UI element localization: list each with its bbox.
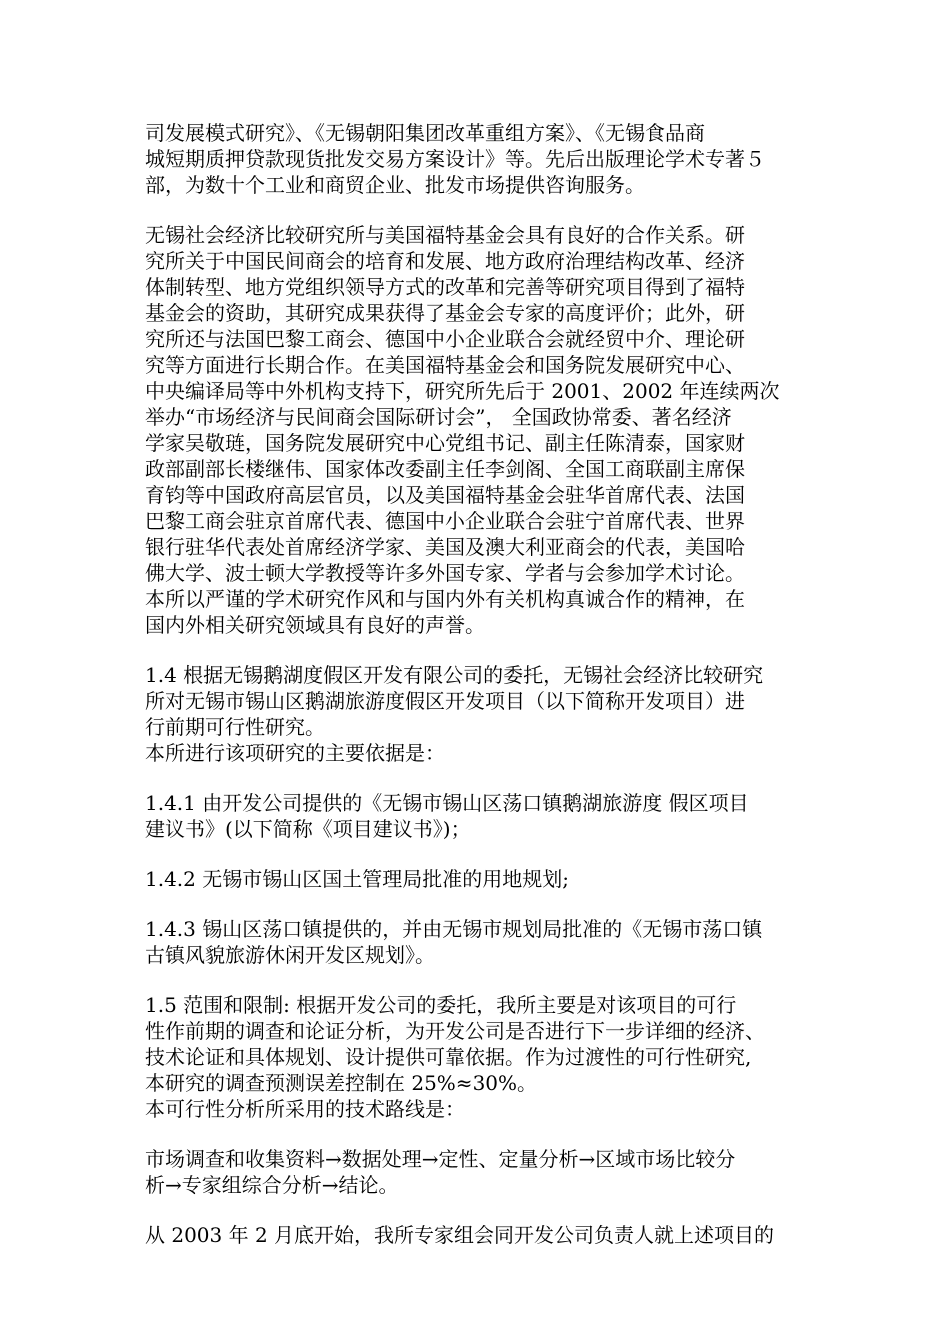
text-line: 技术论证和具体规划、设计提供可靠依据。作为过渡性的可行性研究, bbox=[145, 1045, 752, 1069]
text-line: 本所进行该项研究的主要依据是： bbox=[145, 741, 445, 765]
text-line: 1.4.2 无锡市锡山区国土管理局批准的用地规划; bbox=[145, 867, 569, 891]
section-1-5 bbox=[145, 992, 845, 1122]
section-1-4-3 bbox=[145, 916, 845, 968]
text-line: 究所还与法国巴黎工商会、德国中小企业联合会就经贸中介、理论研 bbox=[145, 327, 745, 351]
section-1-4 bbox=[145, 662, 845, 766]
text-line: 佛大学、波士顿大学教授等许多外国专家、学者与会参加学术讨论。 bbox=[145, 561, 745, 585]
text-line: 巴黎工商会驻京首席代表、德国中小企业联合会驻宁首席代表、世界 bbox=[145, 509, 745, 533]
section-1-4-2 bbox=[145, 866, 845, 892]
text-line: 学家吴敬琏，国务院发展研究中心党组书记、副主任陈清泰，国家财 bbox=[145, 431, 745, 455]
text-line: 国内外相关研究领域具有良好的声誉。 bbox=[145, 613, 485, 637]
text-line: 究等方面进行长期合作。在美国福特基金会和国务院发展研究中心、 bbox=[145, 353, 745, 377]
text-line: 举办“市场经济与民间商会国际研讨会”， 全国政协常委、著名经济 bbox=[145, 405, 732, 429]
section-1-4-1 bbox=[145, 790, 845, 842]
paragraph-timeline bbox=[145, 1222, 845, 1248]
text-line: 性作前期的调查和论证分析，为开发公司是否进行下一步详细的经济、 bbox=[145, 1019, 765, 1043]
text-line: 银行驻华代表处首席经济学家、美国及澳大利亚商会的代表，美国哈 bbox=[145, 535, 745, 559]
text-line: 体制转型、地方党组织领导方式的改革和完善等研究项目得到了福特 bbox=[145, 275, 745, 299]
text-line: 司发展模式研究》、《无锡朝阳集团改革重组方案》、《无锡食品商 bbox=[145, 121, 705, 145]
text-line: 究所关于中国民间商会的培育和发展、地方政府治理结构改革、经济 bbox=[145, 249, 745, 273]
document-page bbox=[145, 120, 845, 1272]
text-line: 所对无锡市锡山区鹅湖旅游度假区开发项目（以下简称开发项目）进 bbox=[145, 689, 745, 713]
text-line: 城短期质押贷款现货批发交易方案设计》等。先后出版理论学术专著５ bbox=[145, 147, 765, 171]
text-line: 1.4 根据无锡鹅湖度假区开发有限公司的委托，无锡社会经济比较研究 bbox=[145, 663, 764, 687]
text-line: 无锡社会经济比较研究所与美国福特基金会具有良好的合作关系。研 bbox=[145, 223, 745, 247]
text-line: 行前期可行性研究。 bbox=[145, 715, 325, 739]
text-line: 育钧等中国政府高层官员，以及美国福特基金会驻华首席代表、法国 bbox=[145, 483, 745, 507]
paragraph-cooperation bbox=[145, 222, 845, 638]
text-line: 从 2003 年 2 月底开始，我所专家组会同开发公司负责人就上述项目的 bbox=[145, 1223, 775, 1247]
text-line: 1.4.1 由开发公司提供的《无锡市锡山区荡口镇鹅湖旅游度 假区项目 bbox=[145, 791, 749, 815]
text-line: 本可行性分析所采用的技术路线是： bbox=[145, 1097, 465, 1121]
text-line: 古镇风貌旅游休闲开发区规划》。 bbox=[145, 943, 435, 967]
text-line: 建议书》(以下简称《项目建议书》)； bbox=[145, 817, 471, 841]
text-line: 部，为数十个工业和商贸企业、批发市场提供咨询服务。 bbox=[145, 173, 645, 197]
text-line: 析→专家组综合分析→结论。 bbox=[145, 1173, 399, 1197]
text-line: 1.4.3 锡山区荡口镇提供的，并由无锡市规划局批准的《无锡市荡口镇 bbox=[145, 917, 763, 941]
text-line: 1.5 范围和限制: 根据开发公司的委托，我所主要是对该项目的可行 bbox=[145, 993, 737, 1017]
text-line: 基金会的资助，其研究成果获得了基金会专家的高度评价；此外，研 bbox=[145, 301, 745, 325]
text-line: 政部副部长楼继伟、国家体改委副主任李剑阁、全国工商联副主席保 bbox=[145, 457, 745, 481]
text-line: 本所以严谨的学术研究作风和与国内外有关机构真诚合作的精神，在 bbox=[145, 587, 745, 611]
text-line: 市场调查和收集资料→数据处理→定性、定量分析→区域市场比较分 bbox=[145, 1147, 736, 1171]
text-line: 中央编译局等中外机构支持下，研究所先后于 2001、2002 年连续两次 bbox=[145, 379, 780, 403]
text-line: 本研究的调查预测误差控制在 25%≈30%。 bbox=[145, 1071, 538, 1095]
technical-route bbox=[145, 1146, 845, 1198]
paragraph-research-output bbox=[145, 120, 845, 198]
